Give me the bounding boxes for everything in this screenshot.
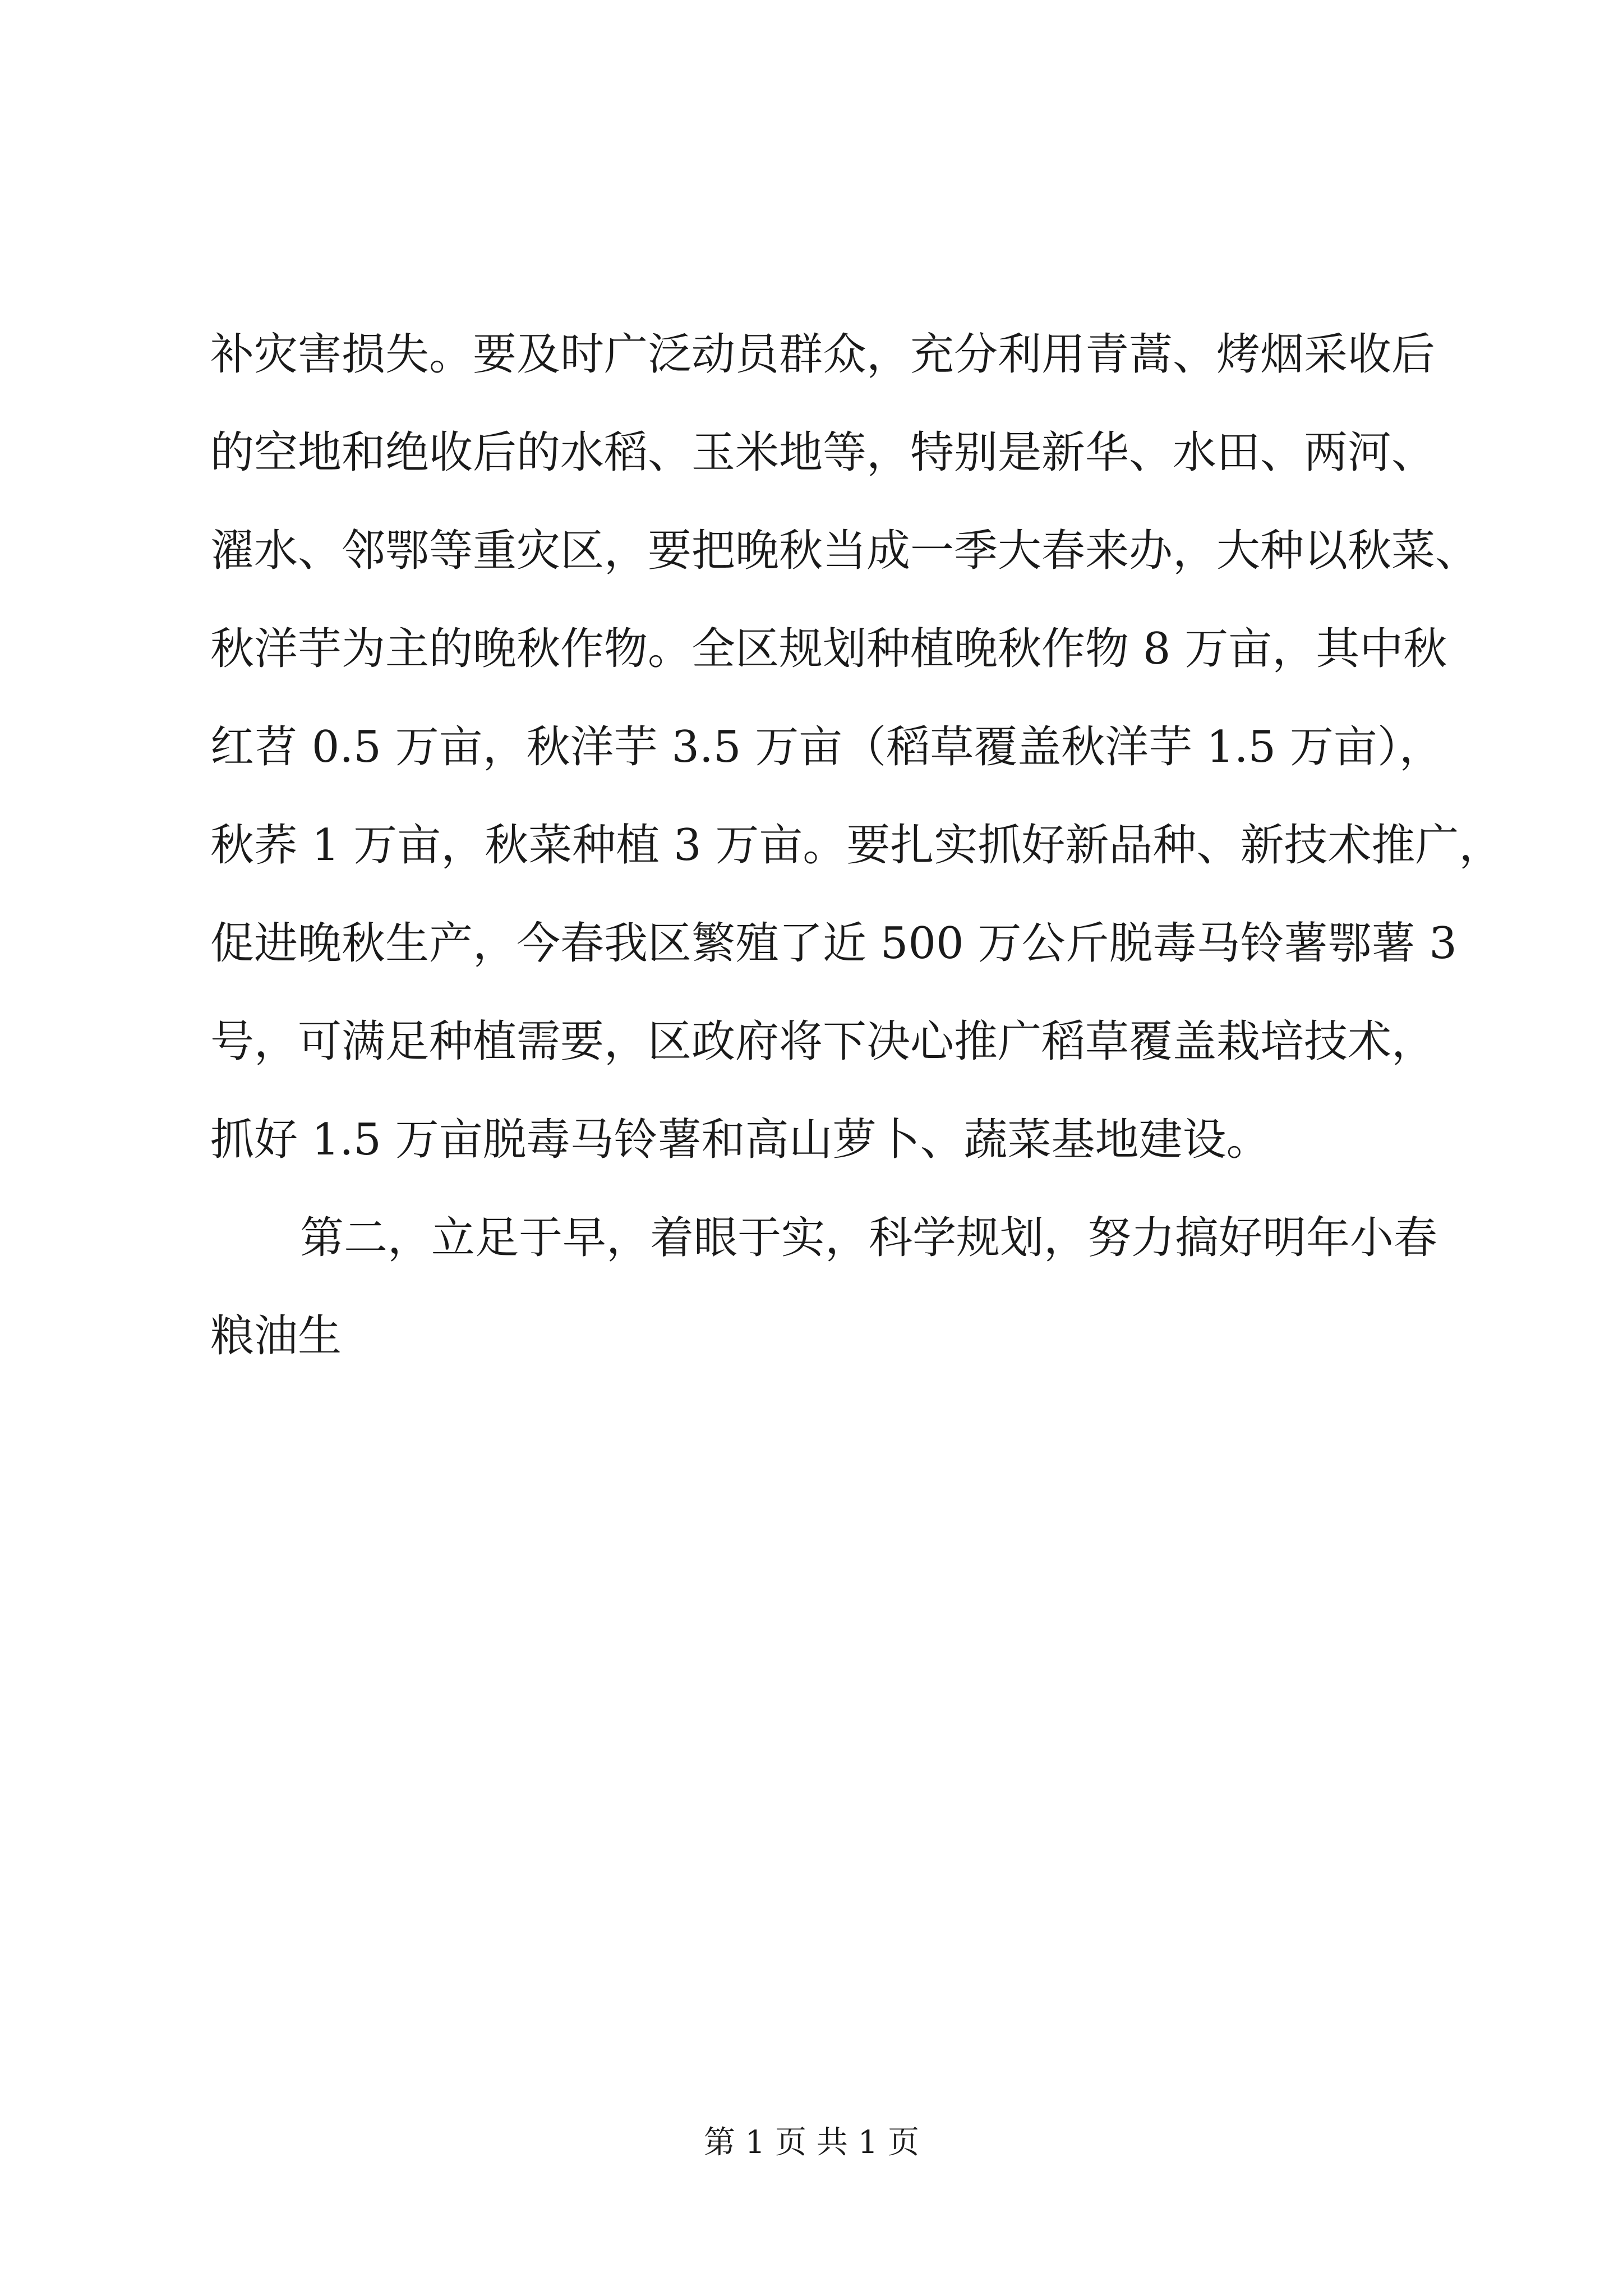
text-line: 促进晚秋生产，今春我区繁殖了近 500 万公斤脱毒马铃薯鄂薯 3 (210, 918, 1457, 969)
text-line: 粮油生 (210, 1311, 342, 1361)
text-line: 红苕 0.5 万亩，秋洋芋 3.5 万亩（稻草覆盖秋洋芋 1.5 万亩）， (210, 722, 1443, 772)
text-line: 号，可满足种植需要，区政府将下决心推广稻草覆盖栽培技术， (210, 1016, 1436, 1067)
paragraph-1 (210, 306, 1503, 1189)
text-line: 濯水、邻鄂等重灾区，要把晚秋当成一季大春来办，大种以秋菜、 (210, 526, 1479, 576)
text-line: 的空地和绝收后的水稻、玉米地等，特别是新华、水田、两河、 (210, 427, 1436, 478)
page-number-footer: 第 1 页 共 1 页 (703, 2124, 920, 2161)
text-line: 第二，立足于早，着眼于实，科学规划，努力搞好明年小春 (300, 1213, 1438, 1263)
text-line: 秋荞 1 万亩，秋菜种植 3 万亩。要扎实抓好新品种、新技术推广， (210, 820, 1503, 871)
document-body (210, 306, 1503, 1386)
text-line: 补灾害损失。要及时广泛动员群众，充分利用青蒿、烤烟采收后 (210, 329, 1436, 380)
text-line: 秋洋芋为主的晚秋作物。全区规划种植晚秋作物 8 万亩，其中秋 (210, 624, 1447, 674)
paragraph-2 (210, 1189, 1438, 1386)
text-line: 抓好 1.5 万亩脱毒马铃薯和高山萝卜、蔬菜基地建设。 (210, 1115, 1270, 1165)
